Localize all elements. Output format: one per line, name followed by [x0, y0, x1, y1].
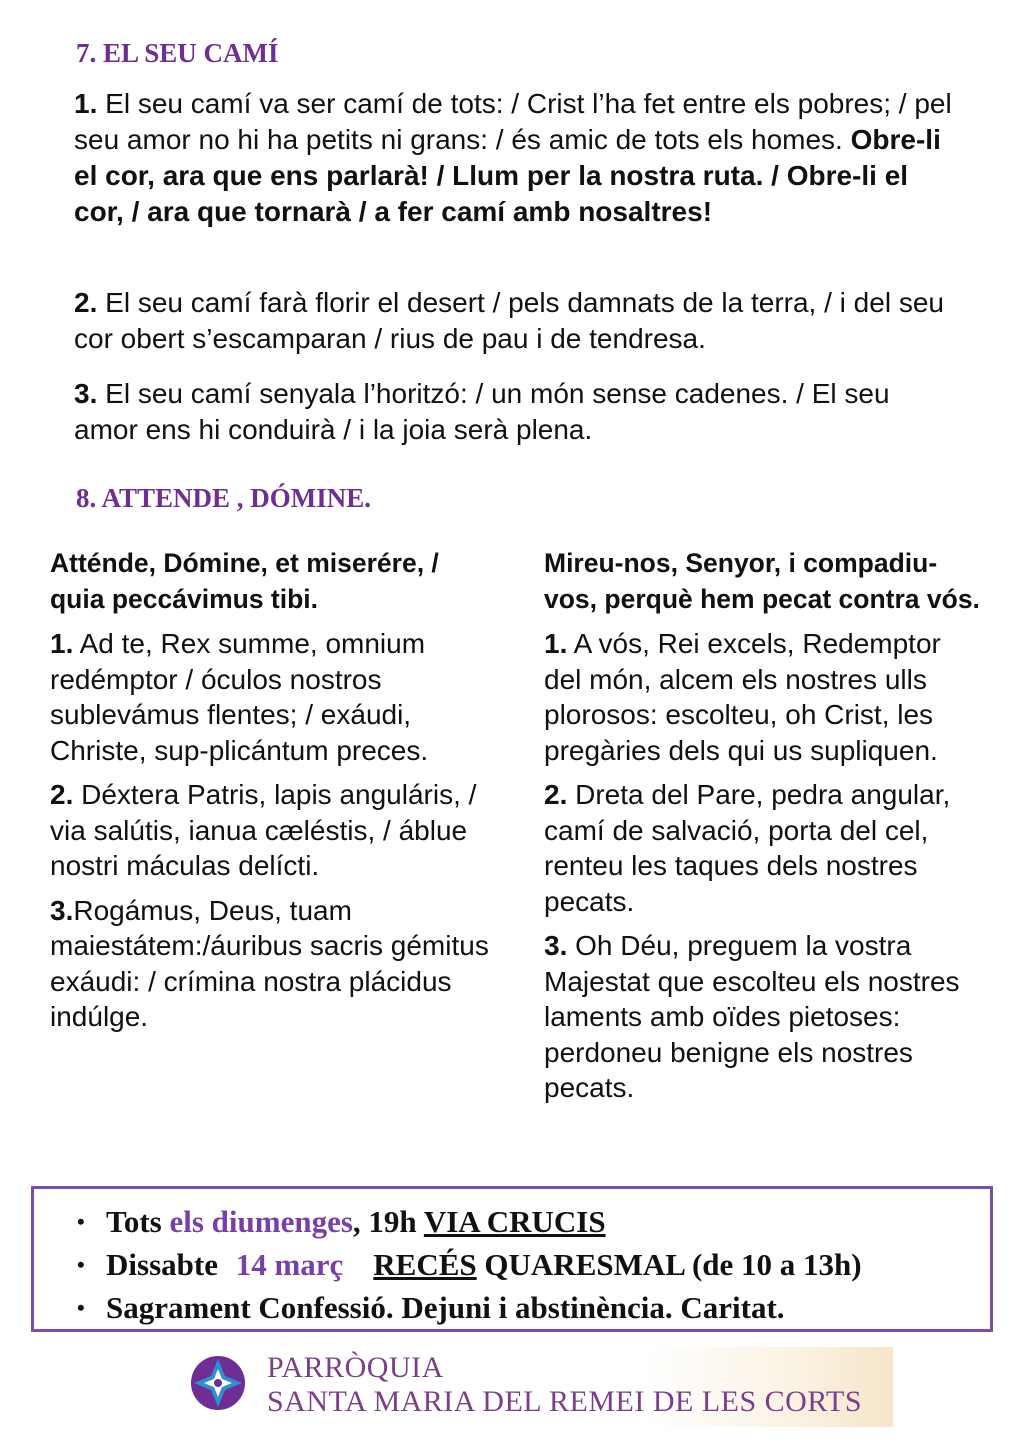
song7-verse-3 [74, 376, 954, 448]
catalan-verse-1 [544, 626, 982, 768]
verse-number: 1. [74, 88, 98, 119]
notice-text: Tots [106, 1204, 170, 1239]
verse-text: El seu camí va ser camí de tots: / Crist l’ha fet entre els pobres; / pel seu amor no hi ha petits ni grans: / és amic de tots els homes. [74, 88, 952, 155]
bullet-icon: • [77, 1252, 85, 1277]
bullet-icon: • [77, 1295, 85, 1320]
catalan-column [544, 545, 982, 1106]
notice-text: , 19h [352, 1204, 424, 1239]
refrain-text: Obre-li el cor, ara que ens parlarà! / Llum per la nostra ruta. / Obre-li el cor, / ara que tornarà / a fer camí amb nosaltres! [74, 124, 941, 227]
verse-text: El seu camí farà florir el desert / pels damnats de la terra, / i del seu cor obert s’escamparan / rius de pau i de tendresa. [74, 287, 944, 354]
verse-text: Dreta del Pare, pedra angular, camí de salvació, porta del cel, renteu les taques dels nostres pecats. [544, 779, 951, 917]
verse-number: 2. [74, 287, 98, 318]
verse-text: Ad te, Rex summe, omnium redémptor / óculos nostros sublevámus flentes; / exáudi, Christe, sup-plicántum preces. [50, 628, 429, 766]
latin-verse-2 [50, 777, 490, 884]
verse-number: 2. [544, 779, 568, 810]
notice-underlined: VIA CRUCIS [423, 1204, 606, 1239]
catalan-refrain: Mireu-nos, Senyor, i compadiu-vos, perquè hem pecat contra vós. [544, 548, 980, 614]
verse-number: 2. [50, 779, 74, 810]
cross-emblem-icon [190, 1355, 246, 1411]
verse-text: A vós, Rei excels, Redemptor del món, alcem els nostres ulls plorosos: escolteu, oh Crist, les pregàries dels qui us supliquen. [544, 628, 941, 766]
song7-verse-1 [74, 86, 954, 230]
latin-column [50, 545, 490, 1035]
notice-item [77, 1200, 862, 1243]
catalan-verse-2 [544, 777, 982, 919]
verse-number: 3. [74, 378, 98, 409]
song7-verse-2 [74, 285, 954, 357]
notice-highlight: 14 març [235, 1247, 344, 1282]
notice-item [77, 1243, 862, 1286]
latin-refrain: Atténde, Dómine, et miserére, / quia peccávimus tibi. [50, 548, 439, 614]
notice-item [77, 1286, 862, 1329]
notice-text: QUARESMAL (de 10 a 13h) [476, 1247, 862, 1282]
notices-list [77, 1200, 862, 1329]
verse-text: Oh Déu, preguem la vostra Majestat que escolteu els nostres laments amb oïdes pietoses: perdoneu benigne els nostres pecats. [544, 930, 960, 1103]
song7-title: 7. EL SEU CAMÍ [76, 38, 279, 68]
notice-highlight: els diumenges [169, 1204, 353, 1239]
verse-number: 1. [50, 628, 74, 659]
catalan-verse-3 [544, 928, 982, 1106]
verse-text: Rogámus, Deus, tuam maiestátem:/áuribus sacris gémitus exáudi: / crímina nostra plácidus indúlge. [50, 894, 489, 1032]
latin-verse-1 [50, 626, 490, 768]
parish-logo [190, 1347, 893, 1427]
song8-title: 8. ATTENDE , DÓMINE. [76, 483, 372, 513]
verse-number: 3. [544, 930, 568, 961]
verse-text: Déxtera Patris, lapis anguláris, / via salútis, ianua cæléstis, / áblue nostri máculas delícti. [50, 779, 477, 881]
verse-number: 1. [544, 628, 568, 659]
notice-underlined: RECÉS [373, 1247, 477, 1282]
logo-subtitle: SANTA MARIA DEL REMEI DE LES CORTS [267, 1385, 863, 1418]
notice-text: Dissabte [106, 1247, 226, 1282]
bullet-icon: • [77, 1209, 85, 1234]
verse-text: El seu camí senyala l’horitzó: / un món sense cadenes. / El seu amor ens hi conduirà / i la joia serà plena. [74, 378, 890, 445]
logo-title: PARRÒQUIA [267, 1351, 444, 1384]
verse-number: 3. [50, 894, 74, 926]
notice-text: Sagrament Confessió. Dejuni i abstinència. Caritat. [106, 1290, 785, 1325]
latin-verse-3 [50, 893, 490, 1035]
notices-box [31, 1186, 993, 1332]
